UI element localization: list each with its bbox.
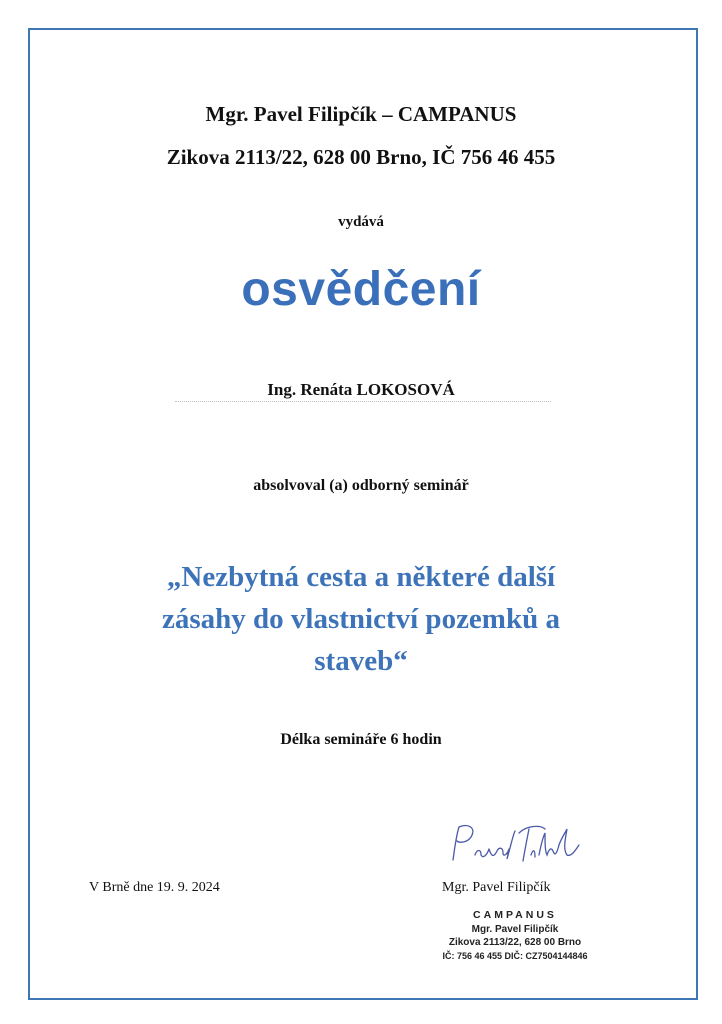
- stamp-address: Zikova 2113/22, 628 00 Brno: [448, 937, 582, 948]
- stamp-ids: IČ: 756 46 455 DIČ: CZ7504144846: [442, 950, 588, 961]
- issuer-address: Zikova 2113/22, 628 00 Brno, IČ 756 46 455: [166, 145, 556, 169]
- seminar-title-line-2: zásahy do vlastnictví pozemků a: [162, 603, 560, 635]
- issuer-name: Mgr. Pavel Filipčík – CAMPANUS: [205, 102, 517, 126]
- seminar-title-line-1: „Nezbytná cesta a některé další: [166, 561, 556, 593]
- seminar-duration: Délka semináře 6 hodin: [280, 731, 442, 748]
- stamp-title: CAMPANUS: [473, 909, 557, 921]
- seminar-title: [90, 556, 632, 682]
- issues-label: vydává: [338, 214, 384, 230]
- stamp-name: Mgr. Pavel Filipčík: [471, 923, 559, 935]
- company-stamp: [420, 909, 610, 963]
- recipient-name: Ing. Renáta LOKOSOVÁ: [267, 380, 455, 399]
- place-and-date: V Brně dne 19. 9. 2024: [89, 880, 220, 895]
- recipient-underline: [175, 401, 551, 402]
- seminar-title-line-3: staveb“: [314, 645, 408, 677]
- handwritten-signature: [445, 815, 585, 875]
- completed-label: absolvoval (a) odborný seminář: [253, 477, 469, 494]
- certificate-title: osvědčení: [241, 263, 481, 316]
- signer-name: Mgr. Pavel Filipčík: [442, 880, 551, 895]
- certificate-border: [28, 28, 698, 1000]
